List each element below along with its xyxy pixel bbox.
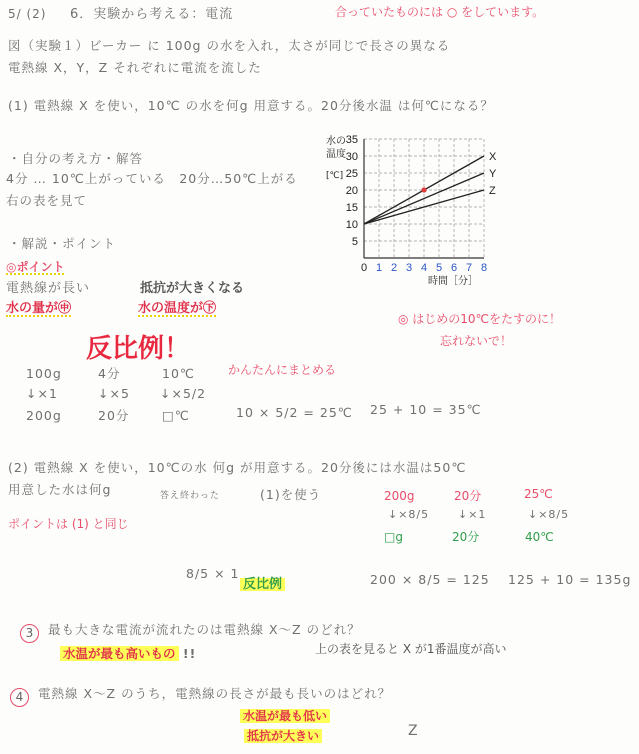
reminder-1: ◎ はじめの10℃をたすのに！	[398, 312, 562, 326]
calc-arrow-c: ↓×5/2	[160, 386, 207, 401]
q3-answer-highlight: 水温が最も高いもの	[60, 646, 179, 661]
q3-text: 最も大きな電流が流れたのは電熱線 X〜Z のどれ？	[48, 622, 361, 637]
x-tick-label: 6	[450, 262, 458, 274]
calc-row1-c: 10℃	[162, 366, 195, 381]
x-tick-label: 4	[420, 262, 428, 274]
q3-reason: 上の表を見ると X が1番温度が高い	[315, 642, 507, 656]
q2-eq-1: 200 × 8/5 = 125	[370, 572, 490, 587]
q2-col3-arrow: ↓×8/5	[528, 508, 570, 521]
x-tick-label: 2	[390, 262, 398, 274]
header-note: 合っていたものには ○ をしています。	[335, 5, 545, 19]
highlight-point	[421, 187, 426, 192]
x-axis-label: 時間［分］	[428, 276, 478, 287]
series-label-y: Y	[489, 168, 497, 180]
calc-row1-b: 4分	[98, 366, 121, 381]
rule1-b: 抵抗が大きくなる	[140, 281, 245, 296]
q2-col1-arrow: ↓×8/5	[388, 508, 430, 521]
q2-text-2: 用意した水は何g	[8, 482, 112, 497]
y-axis-label: 温度	[326, 149, 346, 160]
q4-number: 4	[10, 688, 29, 707]
my-answer-2: 右の表を見て	[6, 193, 88, 208]
calc-row2-c: □℃	[162, 408, 190, 423]
y-axis-label: [℃]	[326, 171, 344, 181]
q2-col3-bottom: 40℃	[525, 530, 554, 544]
x-tick-label: 1	[375, 262, 383, 274]
x-tick-label: 5	[435, 262, 443, 274]
q2-col3-top: 25℃	[524, 487, 553, 501]
q4-ans1: 水温が最も低い	[240, 709, 330, 723]
inverse-proportion-heading: 反比例！	[86, 334, 191, 364]
y-tick-label: 10	[345, 219, 358, 231]
y-tick-label: 15	[345, 202, 358, 214]
x-tick-label: 0	[360, 262, 368, 274]
y-tick-label: 35	[345, 134, 358, 146]
q2-point: ポイントは (1) と同じ	[8, 517, 129, 531]
series-label-x: X	[489, 151, 497, 163]
y-tick-label: 20	[345, 185, 358, 197]
calc-arrow-a: ↓×1	[26, 386, 58, 401]
q2-col2-arrow: ↓×1	[458, 508, 487, 521]
calc-arrow-b: ↓×5	[98, 386, 130, 401]
q2-text: (2) 電熱線 X を使い，10℃の水 何g が用意する。20分後には水温は50℃	[8, 460, 467, 475]
q2-col1-top: 200g	[384, 489, 415, 503]
calc-eq-1: 10 × 5/2 = 25℃	[236, 405, 353, 420]
rule2-b: 水の温度が㊦	[138, 301, 217, 316]
q2-col1-bottom: □g	[384, 530, 403, 544]
q2-eq-2: 125 + 10 = 135g	[508, 572, 632, 587]
my-answer-label: ・自分の考え方・解答	[8, 151, 144, 166]
y-tick-label: 25	[345, 168, 358, 180]
q1-text: (1) 電熱線 X を使い，10℃ の水を何g 用意する。20分後水温 は何℃になる？	[8, 98, 494, 113]
q2-col2-top: 20分	[454, 489, 482, 503]
rule2-a: 水の量が㊥	[6, 301, 72, 316]
q4-text: 電熱線 X〜Z のうち，電熱線の長さが最も長いのはどれ？	[38, 686, 392, 701]
y-tick-label: 5	[351, 236, 358, 248]
calc-row1-a: 100g	[26, 366, 62, 381]
intro-line-2: 電熱線 X，Y，Z それぞれに電流を流した	[8, 60, 262, 75]
q4-answer: Z	[408, 723, 419, 739]
calc-eq-2: 25 + 10 = 35℃	[370, 402, 482, 417]
x-tick-label: 3	[405, 262, 413, 274]
date-label: 5/ (2)	[8, 7, 47, 21]
calc-row2-a: 200g	[26, 408, 62, 423]
my-answer-1: 4分 … 10℃上がっている 20分…50℃上がる	[6, 171, 298, 186]
y-tick-label: 30	[345, 151, 358, 163]
q3-number: 3	[20, 624, 39, 643]
q2-sub: 答え終わった	[160, 491, 220, 501]
calc-note: かんたんにまとめる	[228, 363, 337, 377]
intro-line-1: 図（実験１）ビーカー に 100g の水を入れ，太さが同じで長さの異なる	[8, 38, 451, 53]
page-title: 6．実験から考える：電流	[70, 7, 234, 22]
q3-answer-tail: !!	[182, 646, 197, 661]
x-tick-label: 8	[480, 262, 488, 274]
explain-label: ・解説・ポイント	[8, 236, 117, 251]
q2-inverse: 反比例	[240, 578, 285, 591]
x-tick-label: 7	[465, 262, 473, 274]
q2-fraction: 8/5 × 1	[186, 566, 240, 581]
rule1-a: 電熱線が長い	[6, 281, 91, 296]
calc-row2-b: 20分	[98, 408, 130, 423]
series-label-z: Z	[489, 185, 496, 197]
reminder-2: 忘れないで！	[440, 334, 513, 348]
q2-hint: (1)を使う	[260, 487, 322, 502]
y-axis-label: 水の	[326, 136, 346, 147]
q2-col2-bottom: 20分	[452, 530, 480, 544]
q4-ans2: 抵抗が大きい	[244, 729, 322, 743]
point-label: ◎ポイント	[6, 260, 65, 274]
